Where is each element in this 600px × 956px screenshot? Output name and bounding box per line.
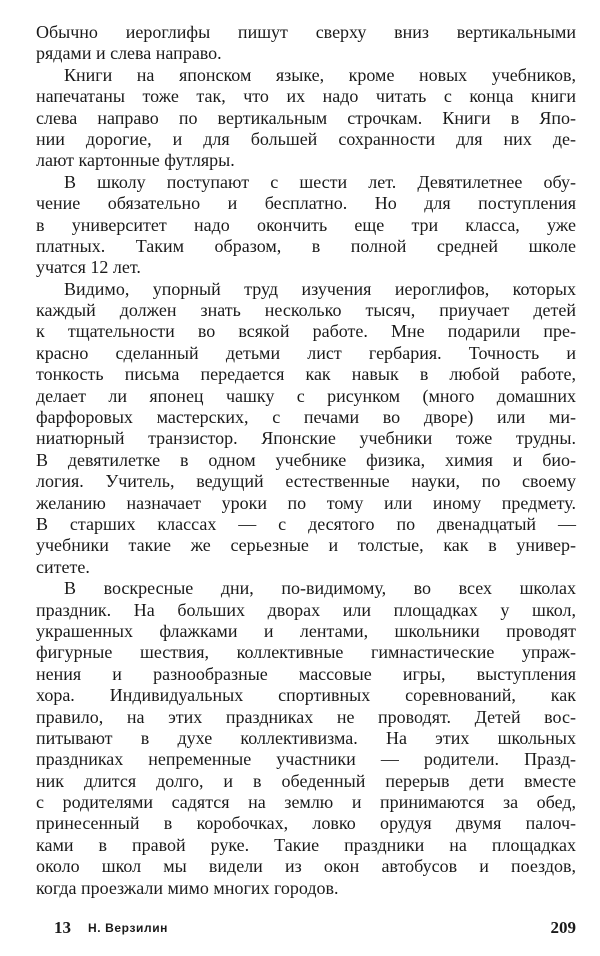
- paragraph-5: [36, 578, 576, 899]
- text-line: ник длится долго, и в обеденный перерыв дети вместе: [36, 770, 576, 791]
- text-line: Книги на японском языке, кроме новых учебников,: [64, 64, 576, 85]
- author-name: Н. Верзилин: [88, 921, 169, 935]
- text-line: лают картонные футляры.: [36, 150, 235, 171]
- text-line: принесенный в коробочках, ловко орудуя двумя палоч-: [36, 813, 576, 834]
- text-line: нии дорогие, и для большей сохранности для них де-: [36, 128, 576, 149]
- text-line: фарфоровых мастерских, с печами во дворе) или ми-: [36, 407, 576, 428]
- text-line: ками в правой руке. Такие праздники на площадках: [36, 834, 576, 855]
- text-line: ниатюрный транзистор. Японские учебники тоже трудны.: [36, 428, 576, 449]
- text-line: напечатаны тоже так, что их надо читать с конца книги: [36, 86, 576, 107]
- text-line: питывают в духе коллективизма. На этих школьных: [36, 727, 576, 748]
- text-line: В старших классах — с десятого по двенадцатый —: [36, 513, 576, 534]
- text-line: правило, на этих праздниках не проводят. Детей вос-: [36, 706, 576, 727]
- text-line: желанию назначает уроки по тому или иному предмету.: [36, 492, 576, 513]
- signature-mark: 13: [54, 918, 71, 937]
- text-line: к тщательности во всякой работе. Мне подарили пре-: [36, 321, 576, 342]
- text-line: красно сделанный детьми лист гербария. Точность и: [36, 342, 576, 363]
- text-line: чение обязательно и бесплатно. Но для поступления: [36, 193, 576, 214]
- text-line: ситете.: [36, 556, 90, 577]
- page-footer: [54, 918, 576, 956]
- text-line: фигурные шествия, коллективные гимнастические упраж-: [36, 642, 576, 663]
- text-line: учебники такие же серьезные и толстые, как в универ-: [36, 535, 576, 556]
- text-line: праздник. На больших дворах или площадках у школ,: [36, 599, 576, 620]
- text-line: украшенных флажками и лентами, школьники проводят: [36, 620, 576, 641]
- paragraph-3: [36, 172, 576, 279]
- text-line: каждый должен знать несколько тысяч, приучает детей: [36, 300, 576, 321]
- text-line: Обычно иероглифы пишут сверху вниз вертикальными: [36, 22, 576, 42]
- text-line: около школ мы видели из окон автобусов и поездов,: [36, 856, 576, 877]
- text-line: праздниках непременные участники — родители. Празд-: [36, 749, 576, 770]
- page-number: 209: [550, 918, 576, 937]
- text-line: нения и разнообразные массовые игры, выступления: [36, 663, 576, 684]
- paragraph-4: [36, 279, 576, 578]
- text-line: с родителями садятся на землю и принимаются за обед,: [36, 792, 576, 813]
- text-line: В девятилетке в одном учебнике физика, химия и био-: [36, 449, 576, 470]
- paragraph-2: [36, 65, 576, 172]
- text-line: платных. Таким образом, в полной средней школе: [36, 235, 576, 256]
- text-line: делает ли японец чашку с рисунком (много домашних: [36, 385, 576, 406]
- text-line: в университет надо окончить еще три класса, уже: [36, 214, 576, 235]
- text-line: слева направо по вертикальным строчкам. Книги в Япо-: [36, 107, 576, 128]
- text-line: логия. Учитель, ведущий естественные науки, по своему: [36, 471, 576, 492]
- text-line: рядами и слева направо.: [36, 43, 222, 64]
- page-body: [36, 22, 576, 899]
- text-line: учатся 12 лет.: [36, 257, 141, 278]
- text-line: тонкость письма передается как навык в любой работе,: [36, 364, 576, 385]
- text-line: Видимо, упорный труд изучения иероглифов, которых: [64, 278, 576, 299]
- paragraph-1: [36, 22, 576, 65]
- text-line: хора. Индивидуальных спортивных соревнований, как: [36, 685, 576, 706]
- text-line: В воскресные дни, по-видимому, во всех школах: [64, 578, 576, 599]
- text-line: когда проезжали мимо многих городов.: [36, 877, 339, 898]
- text-line: В школу поступают с шести лет. Девятилетнее обу-: [64, 171, 576, 192]
